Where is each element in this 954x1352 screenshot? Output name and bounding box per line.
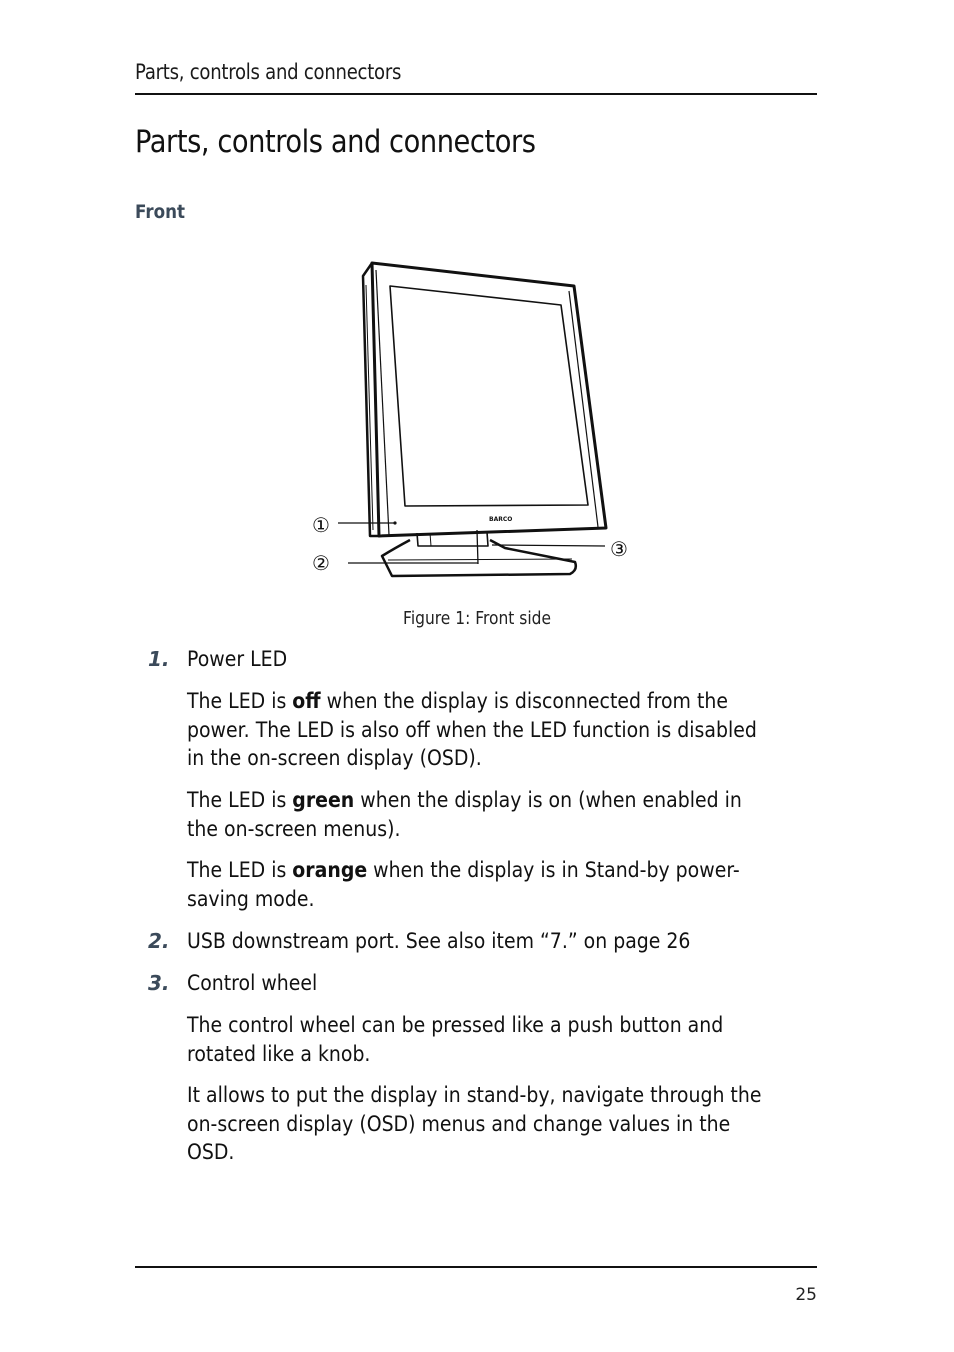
monitor-screen <box>390 286 588 506</box>
callout-3: ③ <box>610 537 628 561</box>
monitor-front-illustration <box>300 255 640 585</box>
item-title: USB downstream port. See also item “7.” on page 26 <box>187 929 691 953</box>
footer-divider <box>135 1266 817 1268</box>
led-state-green: green <box>292 788 355 812</box>
usb-port-marker <box>477 530 478 564</box>
item-title: Control wheel <box>187 971 318 995</box>
led-state-off: off <box>292 689 321 713</box>
callout-leader-3 <box>492 545 605 546</box>
brand-logo: BARCO <box>489 516 513 523</box>
item-number: 3. <box>148 971 170 995</box>
section-heading-front: Front <box>135 201 185 223</box>
item-paragraph: The LED is green when the display is on (when enabled in the on-screen menus). <box>187 788 742 841</box>
item-title: Power LED <box>187 647 288 671</box>
item-paragraph: The control wheel can be pressed like a push button and rotated like a knob. <box>187 1013 724 1066</box>
callout-1: ① <box>312 513 330 537</box>
figure-caption: Figure 1: Front side <box>403 608 551 629</box>
running-header: Parts, controls and connectors <box>135 60 402 84</box>
page-number: 25 <box>795 1285 817 1305</box>
item-number: 1. <box>148 647 170 671</box>
callout-2: ② <box>312 551 330 575</box>
power-led-dot <box>393 521 396 524</box>
item-paragraph: The LED is off when the display is disconnected from the power. The LED is also off when the LED function is disabled in the on-screen display (OSD). <box>187 689 757 770</box>
page-title: Parts, controls and connectors <box>135 124 536 160</box>
item-number: 2. <box>148 929 170 953</box>
led-state-orange: orange <box>292 858 368 882</box>
item-paragraph: The LED is orange when the display is in Stand-by power-saving mode. <box>187 858 740 911</box>
header-divider <box>135 93 817 95</box>
item-paragraph: It allows to put the display in stand-by, navigate through the on-screen display (OSD) menus and change values in the OSD. <box>187 1083 762 1164</box>
